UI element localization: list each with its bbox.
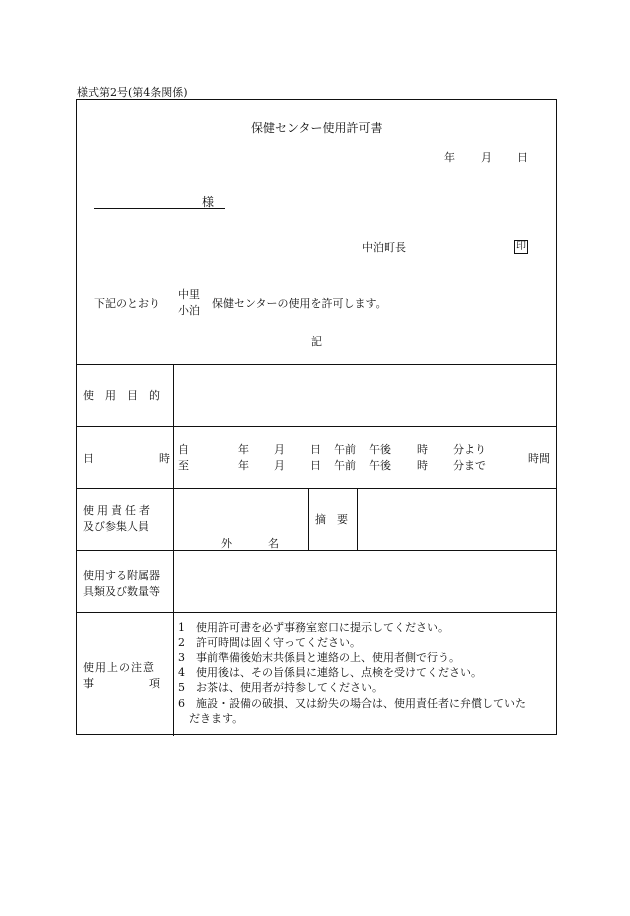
from-hour: 時 (417, 443, 428, 456)
date-year: 年 (444, 151, 455, 164)
to-pm-option[interactable]: 午後 (369, 459, 391, 472)
note-item: 3 事前準備後始末共係員と連絡の上、使用者側で行う。 (178, 651, 460, 664)
to-month: 月 (274, 459, 285, 472)
row-divider (77, 426, 556, 427)
date-day: 日 (517, 151, 528, 164)
equipment-label-line2: 具類及び数量等 (83, 585, 160, 598)
to-hour: 時 (417, 459, 428, 472)
responsible-label-line1: 使用責任者 (83, 504, 153, 517)
others-label: 外 (221, 537, 232, 550)
permit-form (76, 99, 557, 735)
equipment-label-line1: 使用する附属器 (83, 569, 160, 582)
note-item: 4 使用後は、その旨係員に連絡し、点検を受けてください。 (178, 666, 482, 679)
row-divider (77, 364, 556, 365)
row-divider (77, 488, 556, 489)
from-pm-option[interactable]: 午後 (369, 443, 391, 456)
equipment-field[interactable] (175, 552, 555, 610)
date-month: 月 (481, 151, 492, 164)
summary-value-divider (357, 488, 358, 550)
note-item: 6 施設・設備の破損、又は紛失の場合は、使用責任者に弁償していた (178, 697, 526, 710)
document-title: 保健センター使用許可書 (251, 121, 383, 135)
to-am-option[interactable]: 午前 (334, 459, 356, 472)
note-item: 5 お茶は、使用者が持参してください。 (178, 681, 383, 694)
datetime-label-day: 日 (83, 452, 94, 465)
statement-suffix: 保健センターの使用を許可します。 (212, 297, 387, 310)
summary-label: 摘 要 (315, 513, 348, 526)
from-minute: 分より (453, 443, 486, 456)
note-item: 1 使用許可書を必ず事務室窓口に提示してください。 (178, 621, 449, 634)
total-hours-label: 時間 (528, 452, 550, 465)
label-column-divider (173, 364, 174, 736)
from-am-option[interactable]: 午前 (334, 443, 356, 456)
to-day: 日 (310, 459, 321, 472)
issuer-name: 中泊町長 (362, 241, 406, 254)
from-day: 日 (310, 443, 321, 456)
purpose-label: 使 用 目 的 (83, 389, 160, 402)
purpose-field[interactable] (175, 366, 555, 424)
seal-mark: 印 (516, 241, 526, 252)
form-number: 様式第2号(第4条関係) (77, 86, 188, 99)
name-summary-divider (308, 488, 309, 550)
row-divider (77, 550, 556, 551)
persons-label: 名 (268, 537, 279, 550)
ki-heading: 記 (311, 335, 322, 348)
notes-label-line1: 使用上の注意 (83, 661, 155, 674)
from-year: 年 (238, 443, 249, 456)
datetime-label-time: 時 (159, 452, 170, 465)
addressee-suffix: 様 (202, 195, 215, 209)
responsible-label-line2: 及び参集人員 (83, 520, 149, 533)
to-label: 至 (178, 459, 189, 472)
note-item: だきます。 (178, 712, 244, 725)
from-month: 月 (274, 443, 285, 456)
note-item: 2 許可時間は固く守ってください。 (178, 636, 361, 649)
summary-field[interactable] (360, 490, 555, 548)
place-option-kodomari[interactable]: 小泊 (178, 304, 200, 317)
to-year: 年 (238, 459, 249, 472)
row-divider (77, 612, 556, 613)
statement-prefix: 下記のとおり (94, 297, 160, 310)
to-minute: 分まで (453, 459, 486, 472)
notes-label-line2: 事 項 (83, 677, 160, 690)
responsible-field[interactable] (175, 490, 305, 530)
place-option-nakasato[interactable]: 中里 (178, 288, 200, 301)
from-label: 自 (178, 443, 189, 456)
